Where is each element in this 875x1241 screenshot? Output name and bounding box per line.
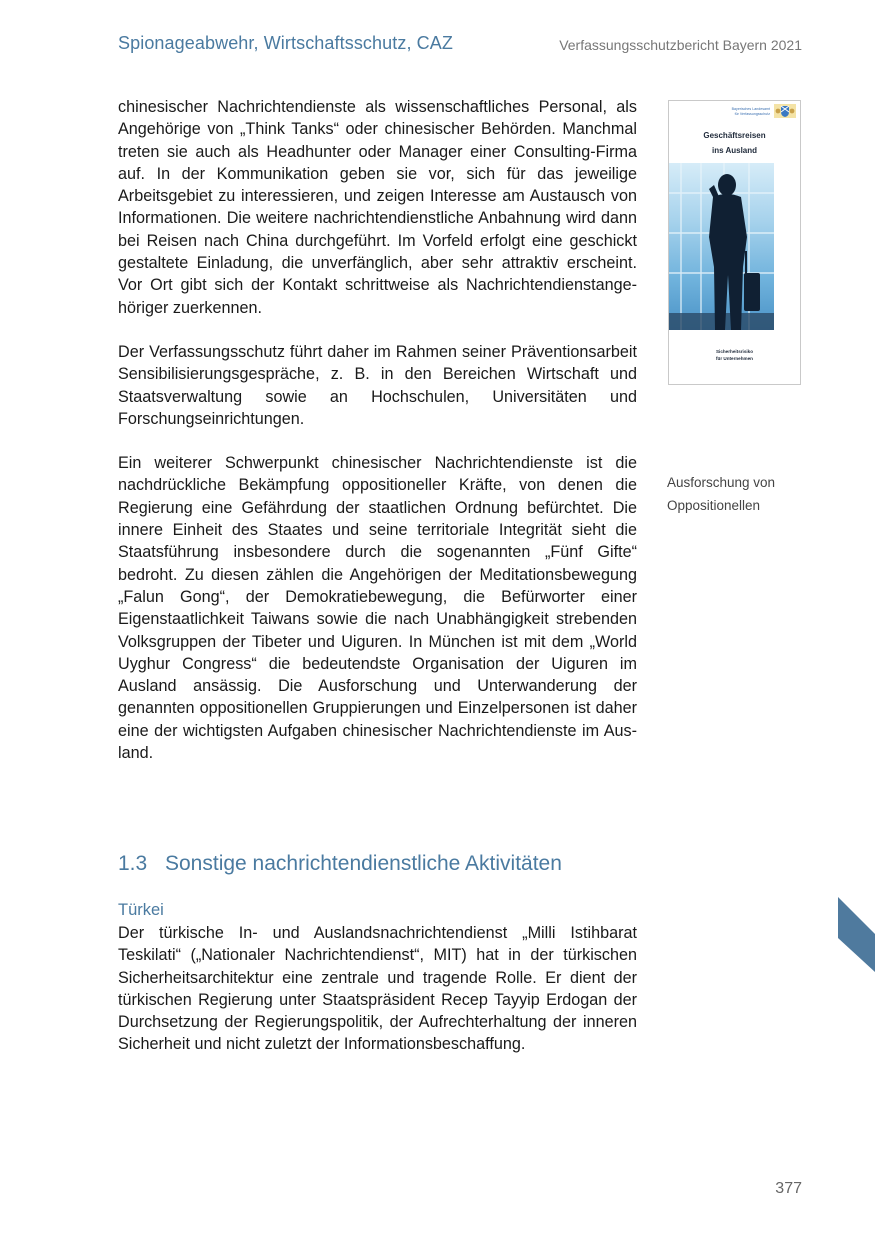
section-number: 1.3 [118,852,148,875]
section-title: Sonstige nachrichtendienstliche Aktivitäten [165,852,562,875]
brochure-title-line-2: ins Ausland [711,146,758,155]
bavarian-crest-icon [774,104,796,118]
body-paragraph-2: Der Verfassungsschutz führt daher im Rahmen seiner Präventionsarbeit Sensibilisierungsgespräche, z. B. in den Bereichen Wirtschaft und Staatsverwaltung sowie an Hochschulen, Universitäten und Forschungseinrichtungen. [118,342,637,428]
section-paragraph: Der türkische In- und Auslandsnachrichtendienst „Milli Istihbarat Teskilati“ („Nationaler Nachrichtendienst“, MIT) hat in der türkischen Sicherheitsarchitektur eine zentrale und tragende Rolle. Er dient der türkischen Regierung unter Staatspräsident Recep Tayyip Erdogan der Durchsetzung der Regierungspolitik, der Aufrechterhaltung der inneren Sicherheit und nicht zuletzt der Informationsbeschaffung. [118,924,637,1054]
businessman-silhouette-photo [669,163,774,330]
brochure-subtitle-line-2: für Unternehmen [715,356,753,361]
page-number: 377 [775,1180,802,1197]
subheading-tuerkei: Türkei [118,901,164,919]
brochure-subtitle-line-1: Sicherheitsrisiko [715,349,754,354]
businessman-silhouette-icon [669,163,774,330]
section-text-column [118,922,637,1056]
margin-note-line-2: Oppositionellen [667,497,761,513]
brochure-brand-line-2: für Verfassungsschutz [734,111,770,116]
brochure-cover-image [668,100,801,385]
chapter-tab-marker [838,897,875,972]
brochure-title-line-1: Geschäftsreisen [703,131,766,140]
main-text-column [118,96,637,786]
running-header-section: Spionageabwehr, Wirtschaftsschutz, CAZ [118,33,453,53]
brochure-subtitle [669,348,800,362]
running-header-report: Verfassungsschutzbericht Bayern 2021 [559,37,802,53]
brochure-brand [700,107,770,116]
body-paragraph-1: chinesischer Nachrichtendienste als wissenschaftliches Personal, als Angehörige von „Think Tanks“ oder chinesischer Behörden. Manchmal treten sie auch als Headhunter oder Manager einer Consulting-Firma auf. In der Kommunikation geben sie vor, sich für das jeweilige Arbeitsgebiet zu interessieren, und zeigen Interesse am Austausch von Informationen. Die weitere nachrichtendienstliche Anbahnung wird dann bei Reisen nach China durchgeführt. Im Vorfeld erfolgt eine geschickt gestaltete Einladung, die unverfänglich, aber sehr attraktiv erscheint. Vor Ort gibt sich der Kontakt schrittweise als Nachrichtendienstangehöriger zuerkennen. [118,98,637,317]
margin-note [667,472,817,517]
brochure-title [669,128,800,158]
margin-note-line-1: Ausforschung von [667,475,776,490]
body-paragraph-3: Ein weiterer Schwerpunkt chinesischer Nachrichtendienste ist die nachdrückliche Bekämpfung oppositioneller Kräfte, von denen die Regierung eine Gefährdung der staatlichen Ordnung befürchtet. Die innere Einheit des Staates und seine territoriale Integrität sieht die Staatsführung insbesondere durch die sogenannten „Fünf Gifte“ bedroht. Zu diesen zählen die Angehörigen der Meditationsbewegung „Falun Gong“, der Demokratiebewegung, die Befürworter einer Eigenstaatlichkeit Taiwans sowie die nach Unabhängigkeit strebenden Volksgruppen der Tibeter und Uiguren. In München ist mit dem „World Uyghur Congress“ die bedeutendste Organisation der Uiguren im Ausland ansässig. Die Ausforschung und Unterwanderung der genannten oppositionellen Gruppierungen und Einzelpersonen ist daher eine der wichtigsten Aufgaben chinesischer Nachrichtendienste im Ausland. [118,454,637,763]
section-heading [118,852,562,876]
brochure-brand-line-1: Bayerisches Landesamt [731,107,770,111]
